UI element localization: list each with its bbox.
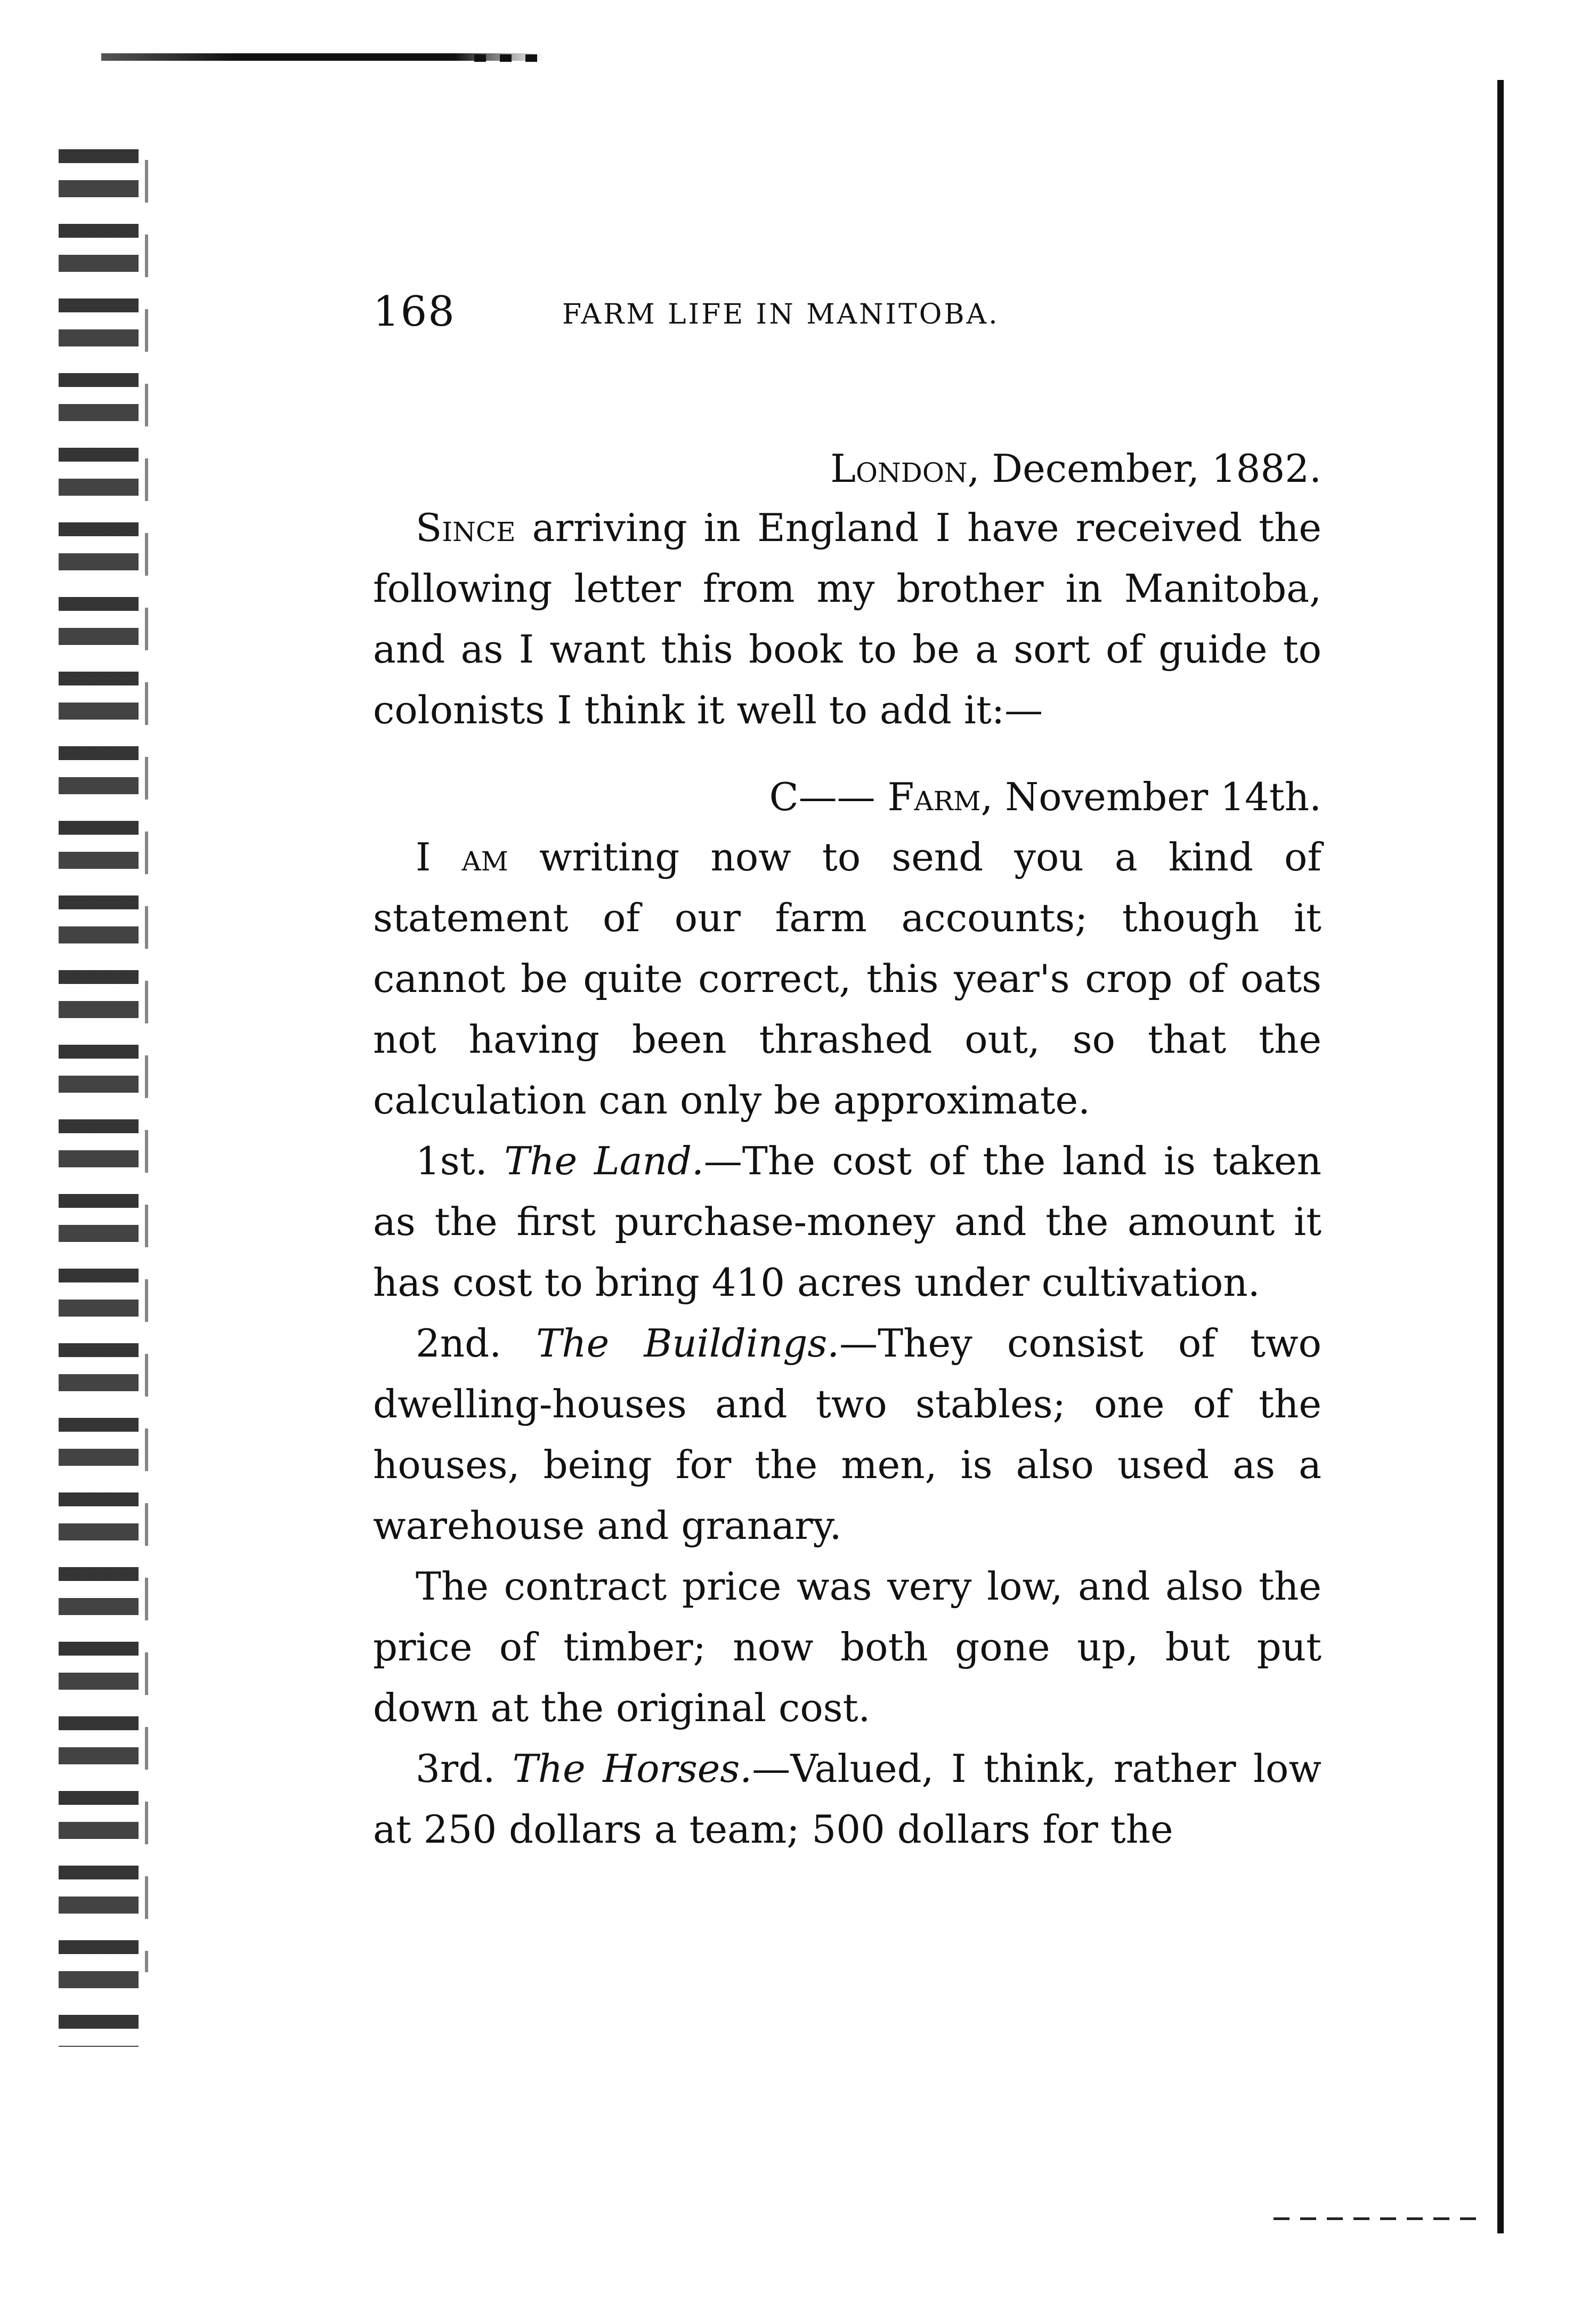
- contract-paragraph: The contract price was very low, and also the price of timber; now both gone up, but put down at the original cost.: [373, 1564, 1321, 1730]
- running-title: FARM LIFE IN MANITOBA.: [562, 298, 1000, 330]
- item-land-title: The Land.: [504, 1139, 704, 1183]
- item-horses-text: —Valued, I think, rather low at 250 dollars a team; 500 dollars for the: [373, 1746, 1322, 1852]
- letter-opening-lead: I am: [416, 835, 508, 879]
- letter-heading: [373, 767, 1321, 827]
- book-page: [373, 277, 1321, 1860]
- item-land-text: —The cost of the land is taken as the first purchase-money and the amount it has cost to bring 410 acres under cultivation.: [373, 1139, 1321, 1305]
- item-land-paragraph: [373, 1131, 1321, 1313]
- letter-heading-date: , November 14th.: [980, 774, 1321, 819]
- dateline-date: , December, 1882.: [967, 446, 1321, 491]
- intro-lead: Since: [416, 505, 516, 550]
- letter-opening-text: writing now to send you a kind of statement of our farm accounts; though it cannot be quite correct, this year's crop of oats not having been thrashed out, so that the calculation can only be approximate.: [373, 835, 1321, 1123]
- intro-paragraph: [373, 497, 1321, 740]
- item-buildings-title: The Buildings.: [536, 1321, 840, 1366]
- letter-heading-farm: Farm: [887, 774, 981, 819]
- item-land-number: 1st.: [416, 1139, 488, 1183]
- item-horses-paragraph: [373, 1738, 1321, 1860]
- scan-artifact-top-dashes: [474, 54, 549, 62]
- letter-opening-paragraph: [373, 827, 1321, 1131]
- scan-artifact-left-thin: [145, 160, 148, 1972]
- item-buildings-text: —They consist of two dwelling-houses and two stables; one of the houses, being for the men, is also used as a warehouse and granary.: [373, 1321, 1321, 1548]
- dateline: [373, 440, 1321, 497]
- item-horses-title: The Horses.: [512, 1746, 752, 1791]
- intro-text: arriving in England I have received the following letter from my brother in Manitoba, and as I want this book to be a sort of guide to colonists I think it well to add it:—: [373, 505, 1321, 732]
- scan-artifact-right-edge: [1497, 80, 1504, 2233]
- item-horses-number: 3rd.: [416, 1746, 496, 1791]
- page-number: 168: [373, 288, 456, 336]
- running-head: [373, 277, 1321, 341]
- scan-artifact-left-edge: [59, 149, 139, 2047]
- letter-heading-prefix: C——: [769, 774, 888, 819]
- item-buildings-number: 2nd.: [416, 1321, 502, 1366]
- dateline-place: London: [830, 446, 968, 491]
- item-buildings-paragraph: [373, 1313, 1321, 1556]
- scan-artifact-bottom-right: [1274, 2217, 1487, 2220]
